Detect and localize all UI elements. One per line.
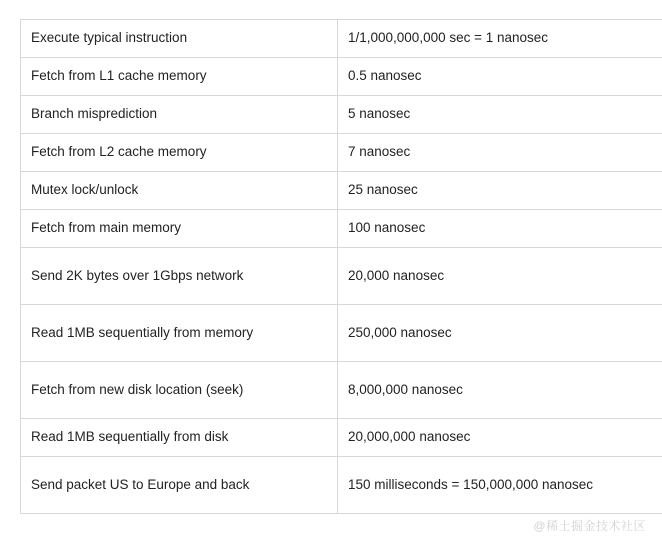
latency-cell: 5 nanosec: [338, 96, 662, 134]
operation-cell: Fetch from main memory: [21, 210, 338, 248]
operation-cell: Fetch from new disk location (seek): [21, 362, 338, 419]
table-row: [21, 96, 662, 134]
table-row: [21, 172, 662, 210]
latency-cell: 8,000,000 nanosec: [338, 362, 662, 419]
table-row: [21, 210, 662, 248]
operation-cell: Send packet US to Europe and back: [21, 457, 338, 514]
latency-cell: 25 nanosec: [338, 172, 662, 210]
table-row: [21, 248, 662, 305]
watermark: @稀土掘金技术社区: [533, 519, 646, 533]
operation-cell: Execute typical instruction: [21, 20, 338, 58]
latency-cell: 7 nanosec: [338, 134, 662, 172]
table-row: [21, 20, 662, 58]
latency-table-body: [21, 20, 662, 514]
table-row: [21, 134, 662, 172]
table-row: [21, 419, 662, 457]
operation-cell: Read 1MB sequentially from disk: [21, 419, 338, 457]
document-sheet: [20, 19, 643, 514]
table-row: [21, 362, 662, 419]
latency-cell: 20,000,000 nanosec: [338, 419, 662, 457]
operation-cell: Mutex lock/unlock: [21, 172, 338, 210]
latency-cell: 0.5 nanosec: [338, 58, 662, 96]
latency-cell: 20,000 nanosec: [338, 248, 662, 305]
latency-cell: 100 nanosec: [338, 210, 662, 248]
table-row: [21, 58, 662, 96]
table-row: [21, 457, 662, 514]
operation-cell: Read 1MB sequentially from memory: [21, 305, 338, 362]
latency-cell: 150 milliseconds = 150,000,000 nanosec: [338, 457, 662, 514]
operation-cell: Fetch from L1 cache memory: [21, 58, 338, 96]
operation-cell: Send 2K bytes over 1Gbps network: [21, 248, 338, 305]
latency-cell: 250,000 nanosec: [338, 305, 662, 362]
latency-table: [20, 19, 662, 514]
operation-cell: Branch misprediction: [21, 96, 338, 134]
table-row: [21, 305, 662, 362]
operation-cell: Fetch from L2 cache memory: [21, 134, 338, 172]
latency-cell: 1/1,000,000,000 sec = 1 nanosec: [338, 20, 662, 58]
